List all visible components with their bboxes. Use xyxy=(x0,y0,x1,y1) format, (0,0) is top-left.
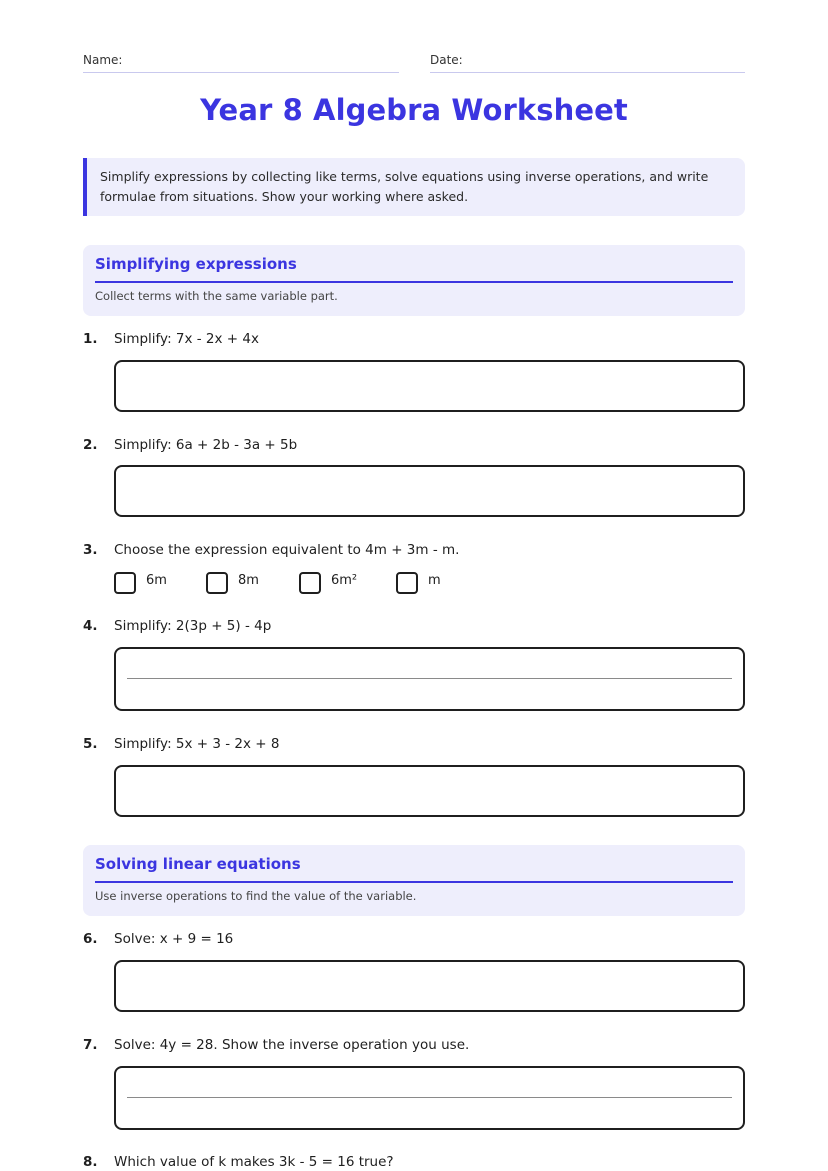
section-title: Simplifying expressions xyxy=(95,255,297,273)
section-subtitle: Use inverse operations to find the value of the variable. xyxy=(95,889,417,903)
checkbox[interactable] xyxy=(396,572,418,594)
answer-box-1[interactable] xyxy=(114,360,745,412)
section-divider xyxy=(95,281,733,283)
question-number: 7. xyxy=(83,1037,98,1053)
answer-box-6[interactable] xyxy=(114,960,745,1012)
checkbox[interactable] xyxy=(299,572,321,594)
question-text: Solve: x + 9 = 16 xyxy=(114,931,234,947)
date-label: Date: xyxy=(430,53,463,67)
question-text: Simplify: 2(3p + 5) - 4p xyxy=(114,618,272,634)
page-title: Year 8 Algebra Worksheet xyxy=(200,93,628,127)
answer-box-5[interactable] xyxy=(114,765,745,817)
option-label: 6m xyxy=(146,573,167,588)
date-field[interactable] xyxy=(430,72,745,73)
section-simplifying xyxy=(83,245,745,316)
question-number: 1. xyxy=(83,331,98,347)
question-text: Simplify: 6a + 2b - 3a + 5b xyxy=(114,437,298,453)
section-title: Solving linear equations xyxy=(95,855,301,873)
section-solving xyxy=(83,845,745,916)
writing-line xyxy=(127,678,732,679)
section-subtitle: Collect terms with the same variable part. xyxy=(95,289,338,303)
answer-box-7[interactable] xyxy=(114,1066,745,1130)
option-label: m xyxy=(428,573,441,588)
question-text: Choose the expression equivalent to 4m + 3m - m. xyxy=(114,542,460,558)
name-field[interactable] xyxy=(83,72,399,73)
option-label: 8m xyxy=(238,573,259,588)
question-text: Solve: 4y = 28. Show the inverse operation you use. xyxy=(114,1037,470,1053)
question-number: 3. xyxy=(83,542,98,558)
name-label: Name: xyxy=(83,53,123,67)
checkbox[interactable] xyxy=(206,572,228,594)
question-number: 2. xyxy=(83,437,98,453)
answer-box-4[interactable] xyxy=(114,647,745,711)
question-number: 6. xyxy=(83,931,98,947)
question-number: 5. xyxy=(83,736,98,752)
writing-line xyxy=(127,1097,732,1098)
intro-text: Simplify expressions by collecting like terms, solve equations using inverse operations, and write formulae from situations. Show your working where asked. xyxy=(100,169,709,204)
section-divider xyxy=(95,881,733,883)
question-number: 8. xyxy=(83,1154,98,1170)
question-text: Simplify: 7x - 2x + 4x xyxy=(114,331,259,347)
checkbox[interactable] xyxy=(114,572,136,594)
answer-box-2[interactable] xyxy=(114,465,745,517)
option-label: 6m² xyxy=(331,573,358,588)
question-text: Simplify: 5x + 3 - 2x + 8 xyxy=(114,736,280,752)
question-number: 4. xyxy=(83,618,98,634)
intro-callout xyxy=(83,158,745,216)
question-text: Which value of k makes 3k - 5 = 16 true? xyxy=(114,1154,394,1170)
